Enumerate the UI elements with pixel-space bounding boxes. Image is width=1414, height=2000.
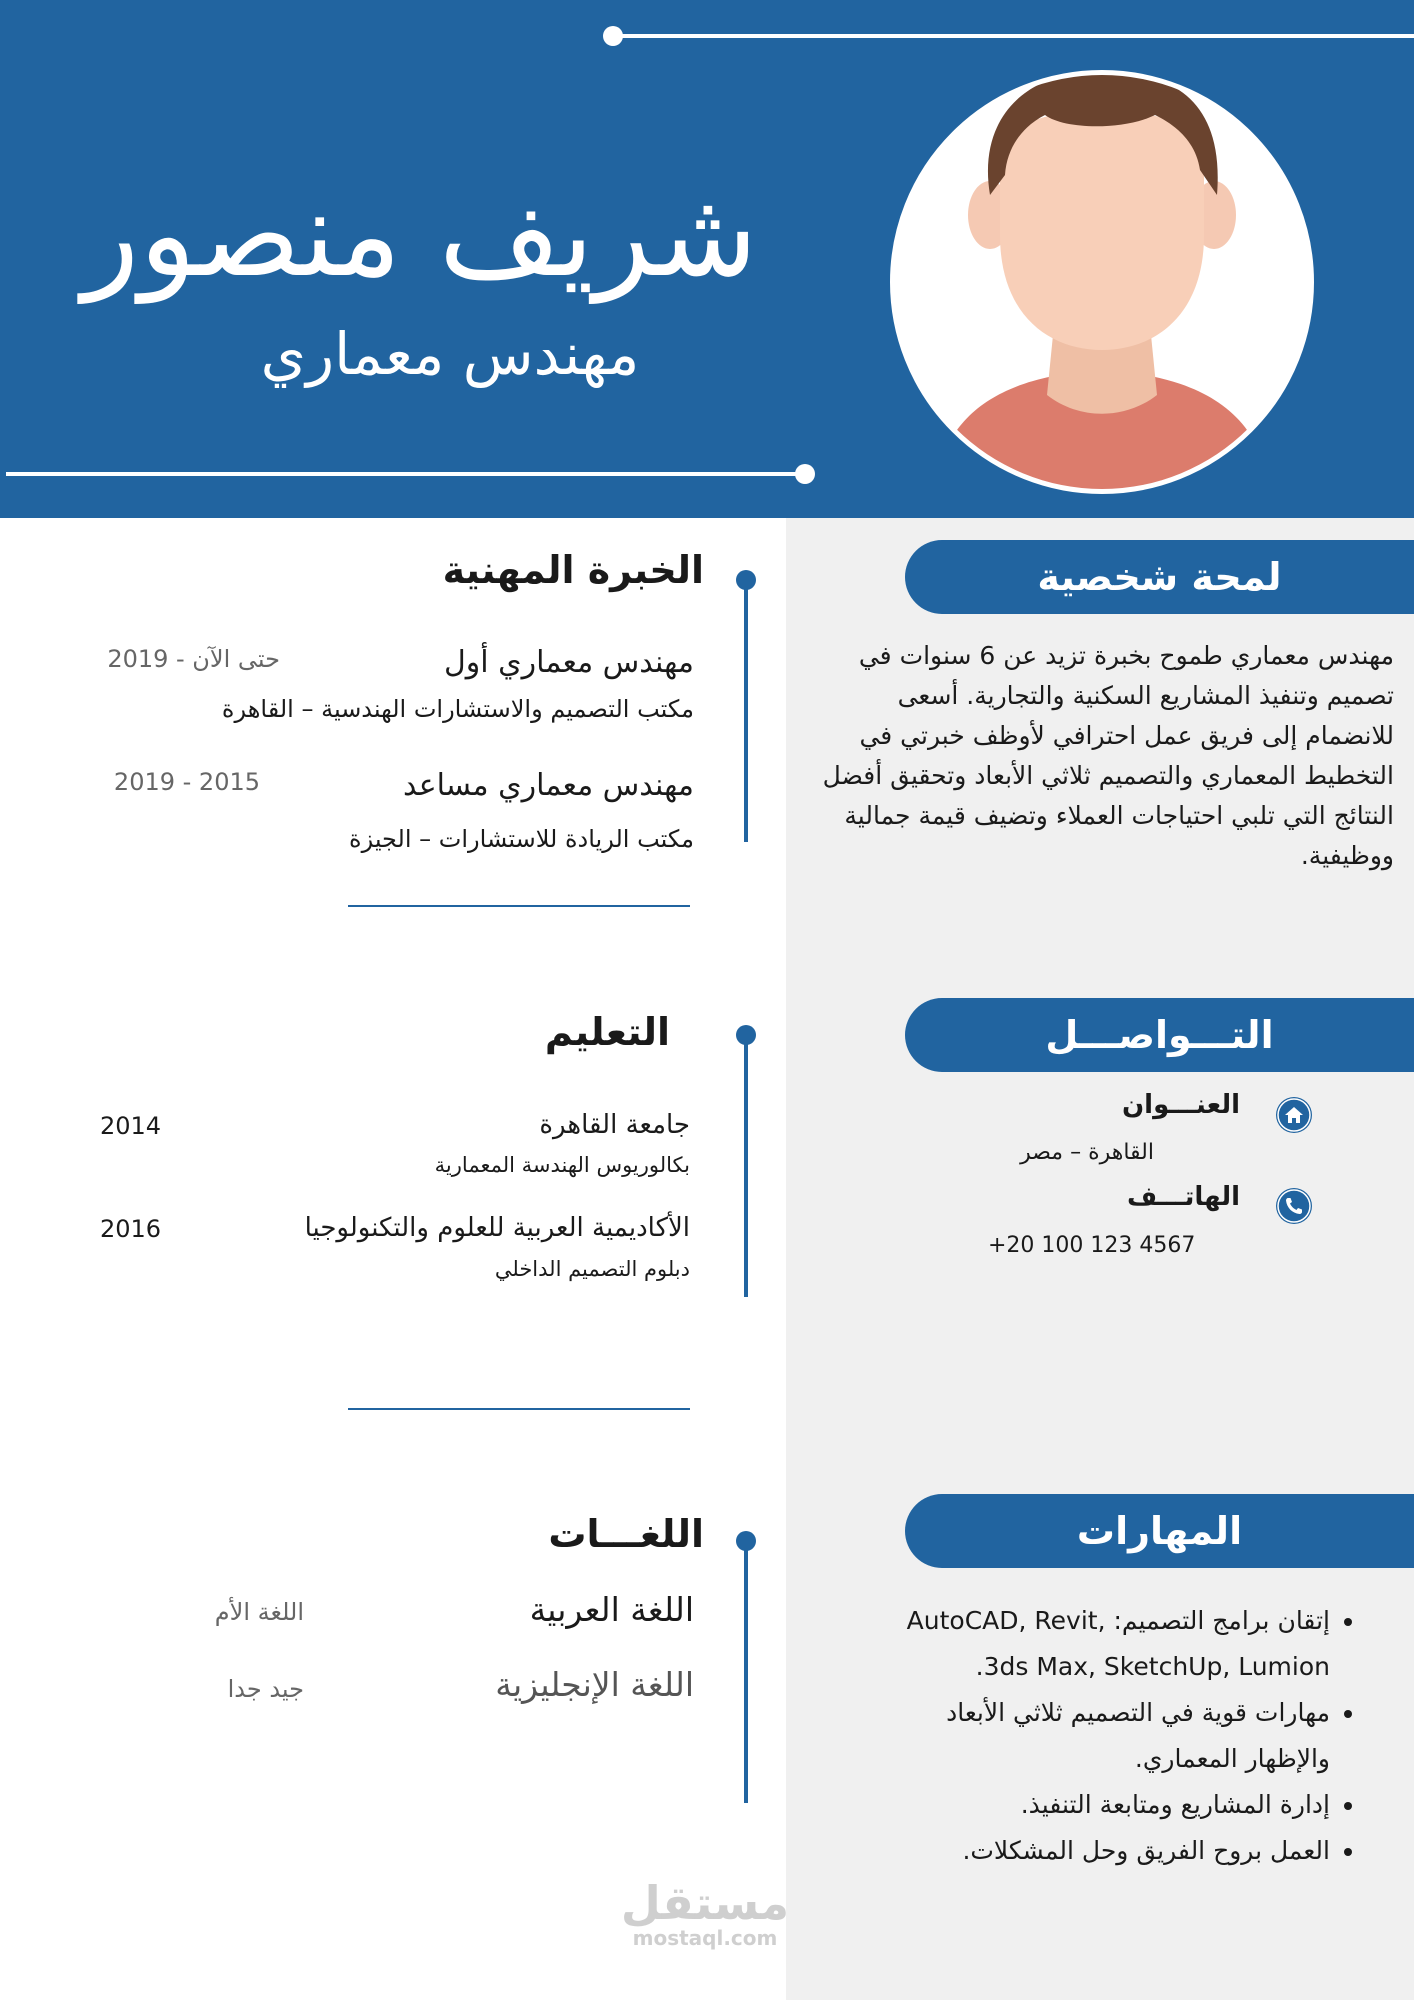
- skills-heading: المهارات: [1076, 1509, 1243, 1553]
- profile-heading-pill: [905, 540, 1414, 614]
- languages-heading: اللغـــات: [548, 1512, 704, 1556]
- job-org: مكتب التصميم والاستشارات الهندسية – القاهرة: [221, 695, 694, 723]
- education-school: جامعة القاهرة: [539, 1110, 690, 1140]
- languages-timeline: [744, 1545, 748, 1803]
- avatar: [890, 70, 1314, 494]
- contact-heading: التـــواصـــل: [1045, 1013, 1274, 1057]
- education-heading: التعليم: [544, 1010, 670, 1054]
- header-top-dot: [603, 26, 623, 46]
- phone-label: الهاتـــف: [1127, 1182, 1240, 1212]
- education-timeline-dot: [736, 1025, 756, 1045]
- skills-list: [860, 1598, 1360, 1874]
- job-title: مهندس معماري مساعد: [402, 768, 694, 803]
- header-top-line: [612, 34, 1414, 38]
- address-label: العنـــوان: [1121, 1090, 1240, 1120]
- job-org: مكتب الريادة للاستشارات – الجيزة: [349, 825, 694, 853]
- skill-item: • العمل بروح الفريق وحل المشكلات.: [860, 1828, 1330, 1874]
- address-value: القاهرة – مصر: [1020, 1140, 1154, 1165]
- experience-heading: الخبرة المهنية: [442, 548, 704, 592]
- language-name: اللغة العربية: [529, 1590, 694, 1629]
- watermark: [600, 1876, 810, 1950]
- skill-item: • مهارات قوية في التصميم ثلاثي الأبعاد والإظهار المعماري.: [860, 1690, 1330, 1782]
- person-title: مهندس معماري: [260, 320, 640, 388]
- skills-heading-pill: [905, 1494, 1414, 1568]
- contact-heading-pill: [905, 998, 1414, 1072]
- languages-timeline-dot: [736, 1531, 756, 1551]
- profile-heading: لمحة شخصية: [1037, 555, 1282, 599]
- education-school: الأكاديمية العربية للعلوم والتكنولوجيا: [304, 1213, 690, 1243]
- watermark-domain: mostaql.com: [632, 1926, 778, 1950]
- skill-item: • إدارة المشاريع ومتابعة التنفيذ.: [860, 1782, 1330, 1828]
- job-date: 2015 - 2019: [113, 768, 260, 796]
- header-bottom-dot: [795, 464, 815, 484]
- experience-timeline-dot: [736, 570, 756, 590]
- phone-value: +20 100 123 4567: [988, 1233, 1196, 1258]
- person-name: شريف منصور: [82, 165, 758, 303]
- language-level: اللغة الأم: [214, 1598, 304, 1626]
- skill-item: • إتقان برامج التصميم: AutoCAD, Revit, 3ds Max, SketchUp, Lumion.: [860, 1598, 1330, 1690]
- home-icon: [1276, 1097, 1312, 1133]
- avatar-person-icon: [895, 75, 1309, 489]
- education-timeline: [744, 1035, 748, 1297]
- education-year: 2016: [100, 1215, 162, 1243]
- education-year: 2014: [100, 1112, 162, 1140]
- job-title: مهندس معماري أول: [443, 645, 694, 680]
- phone-icon: [1276, 1188, 1312, 1224]
- education-degree: بكالوريوس الهندسة المعمارية: [434, 1153, 690, 1177]
- education-degree: دبلوم التصميم الداخلي: [494, 1257, 690, 1281]
- experience-timeline: [744, 580, 748, 842]
- profile-summary: مهندس معماري طموح بخبرة تزيد عن 6 سنوات في تصميم وتنفيذ المشاريع السكنية والتجارية. أسعى للانضمام إلى فريق عمل احترافي لأوظف خبرتي في التخطيط المعماري والتصميم ثلاثي الأبعاد وتحقيق أفضل النتائج التي تلبي احتياجات العملاء وتضيف قيمة جمالية ووظيفية.: [822, 641, 1394, 870]
- job-date: حتى الآن - 2019: [107, 645, 280, 673]
- section-divider: [348, 905, 690, 907]
- language-level: جيد جدا: [227, 1675, 304, 1703]
- header-bottom-line: [6, 472, 806, 476]
- watermark-brand: مستقل: [620, 1876, 790, 1930]
- section-divider: [348, 1408, 690, 1410]
- language-name: اللغة الإنجليزية: [495, 1665, 694, 1704]
